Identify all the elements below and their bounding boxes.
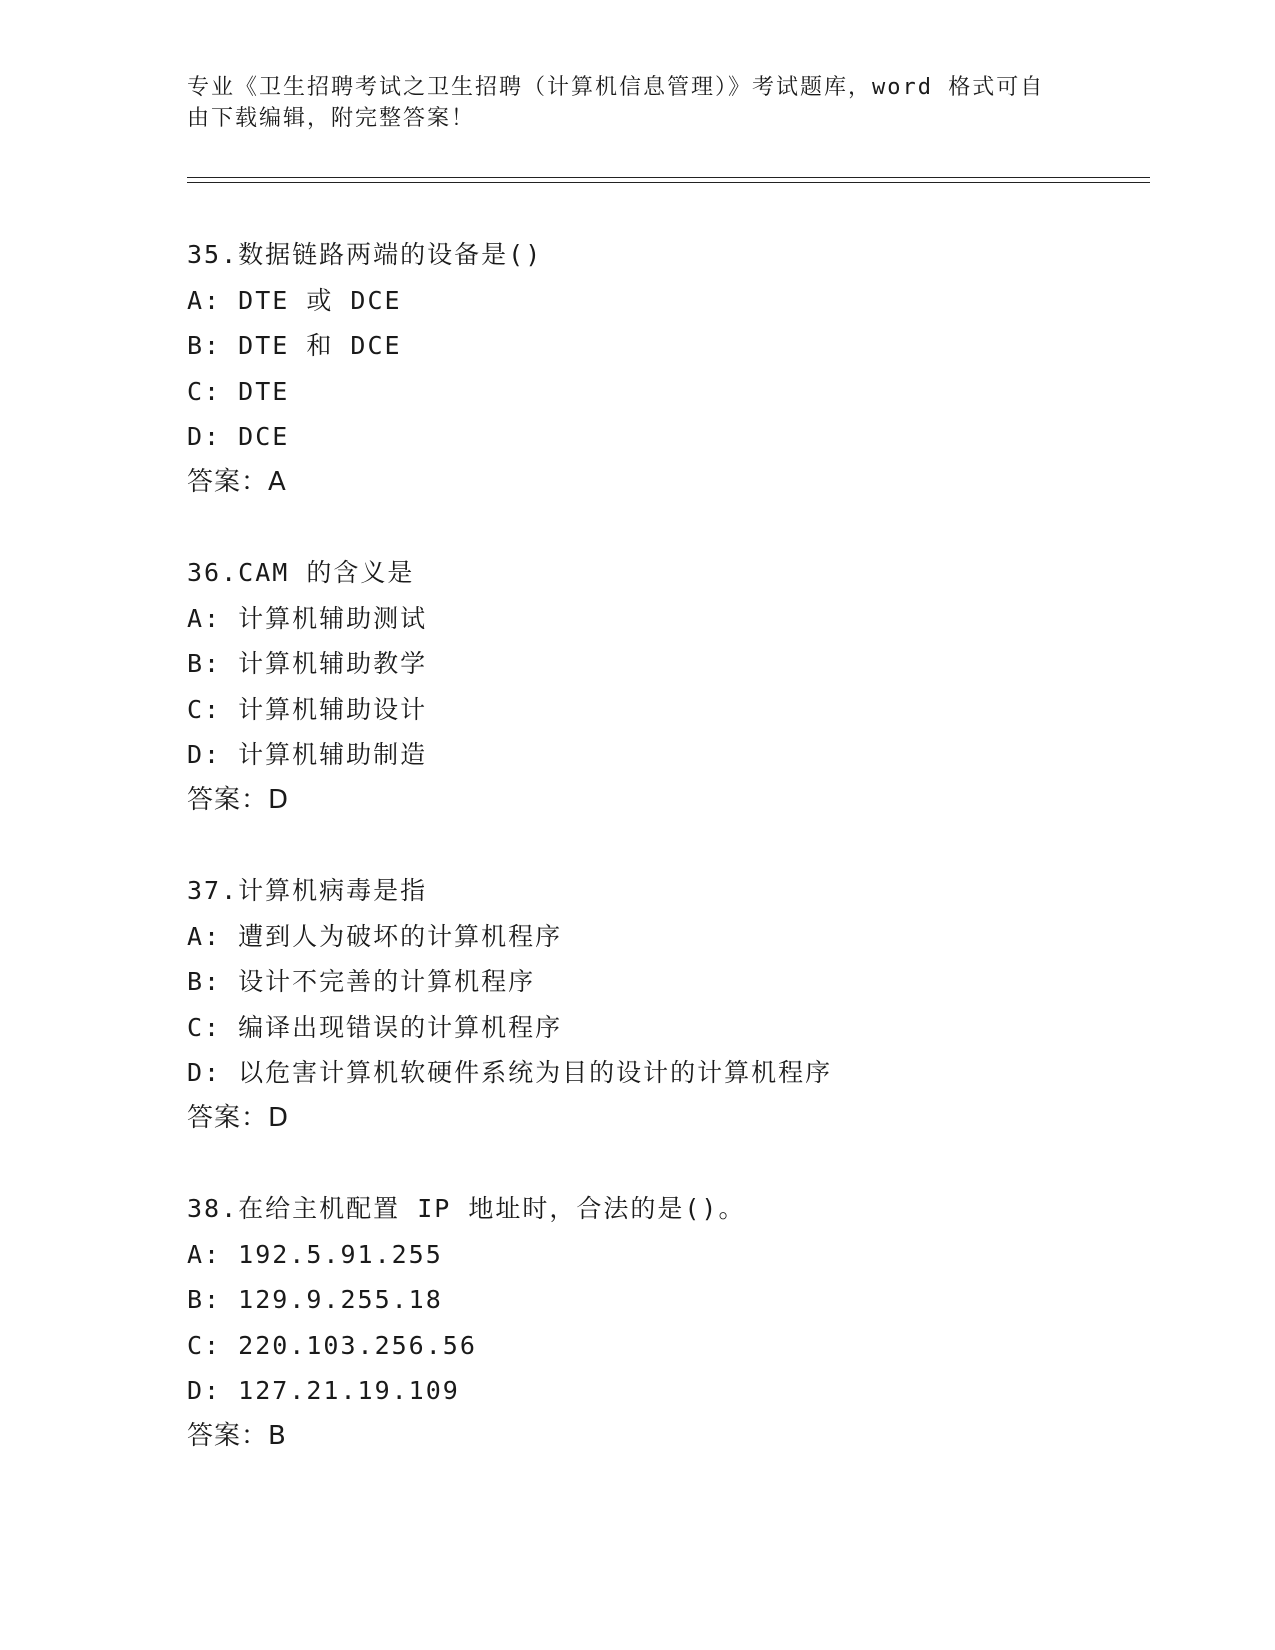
question-stem: 38.在给主机配置 IP 地址时，合法的是()。: [187, 1194, 746, 1223]
option-c: C: 编译出现错误的计算机程序: [187, 1012, 563, 1042]
question-block: [187, 1186, 1187, 1459]
option-d: D: 计算机辅助制造: [187, 740, 428, 769]
option-b: B: DTE 和 DCE: [187, 331, 402, 360]
question-stem: 35.数据链路两端的设备是(): [187, 240, 543, 269]
header-divider: [187, 177, 1150, 183]
option-c: C: 计算机辅助设计: [187, 694, 428, 724]
intro-line-1: 专业《卫生招聘考试之卫生招聘（计算机信息管理）》考试题库，word 格式可自: [187, 75, 1045, 100]
question-block: [187, 232, 1187, 505]
option-c: C: 220.103.256.56: [187, 1330, 477, 1360]
answer-line: 答案：D: [187, 784, 290, 815]
option-d: D: 127.21.19.109: [187, 1376, 460, 1405]
option-b: B: 设计不完善的计算机程序: [187, 967, 536, 996]
question-stem: 37.计算机病毒是指: [187, 876, 428, 905]
option-a: A: 192.5.91.255: [187, 1239, 443, 1269]
option-d: D: DCE: [187, 422, 290, 451]
answer-line: 答案：D: [187, 1102, 290, 1133]
option-d: D: 以危害计算机软硬件系统为目的设计的计算机程序: [187, 1058, 833, 1087]
option-a: A: 计算机辅助测试: [187, 603, 428, 633]
answer-line: 答案：B: [187, 1420, 287, 1451]
intro-line-2: 由下载编辑，附完整答案！: [187, 106, 476, 131]
question-stem: 36.CAM 的含义是: [187, 558, 415, 587]
document-intro: [187, 72, 1067, 134]
option-b: B: 129.9.255.18: [187, 1285, 443, 1314]
question-block: [187, 868, 1187, 1141]
option-a: A: DTE 或 DCE: [187, 285, 402, 315]
option-b: B: 计算机辅助教学: [187, 649, 428, 678]
option-a: A: 遭到人为破坏的计算机程序: [187, 921, 563, 951]
answer-line: 答案：A: [187, 466, 287, 497]
option-c: C: DTE: [187, 376, 290, 406]
question-block: [187, 550, 1187, 823]
